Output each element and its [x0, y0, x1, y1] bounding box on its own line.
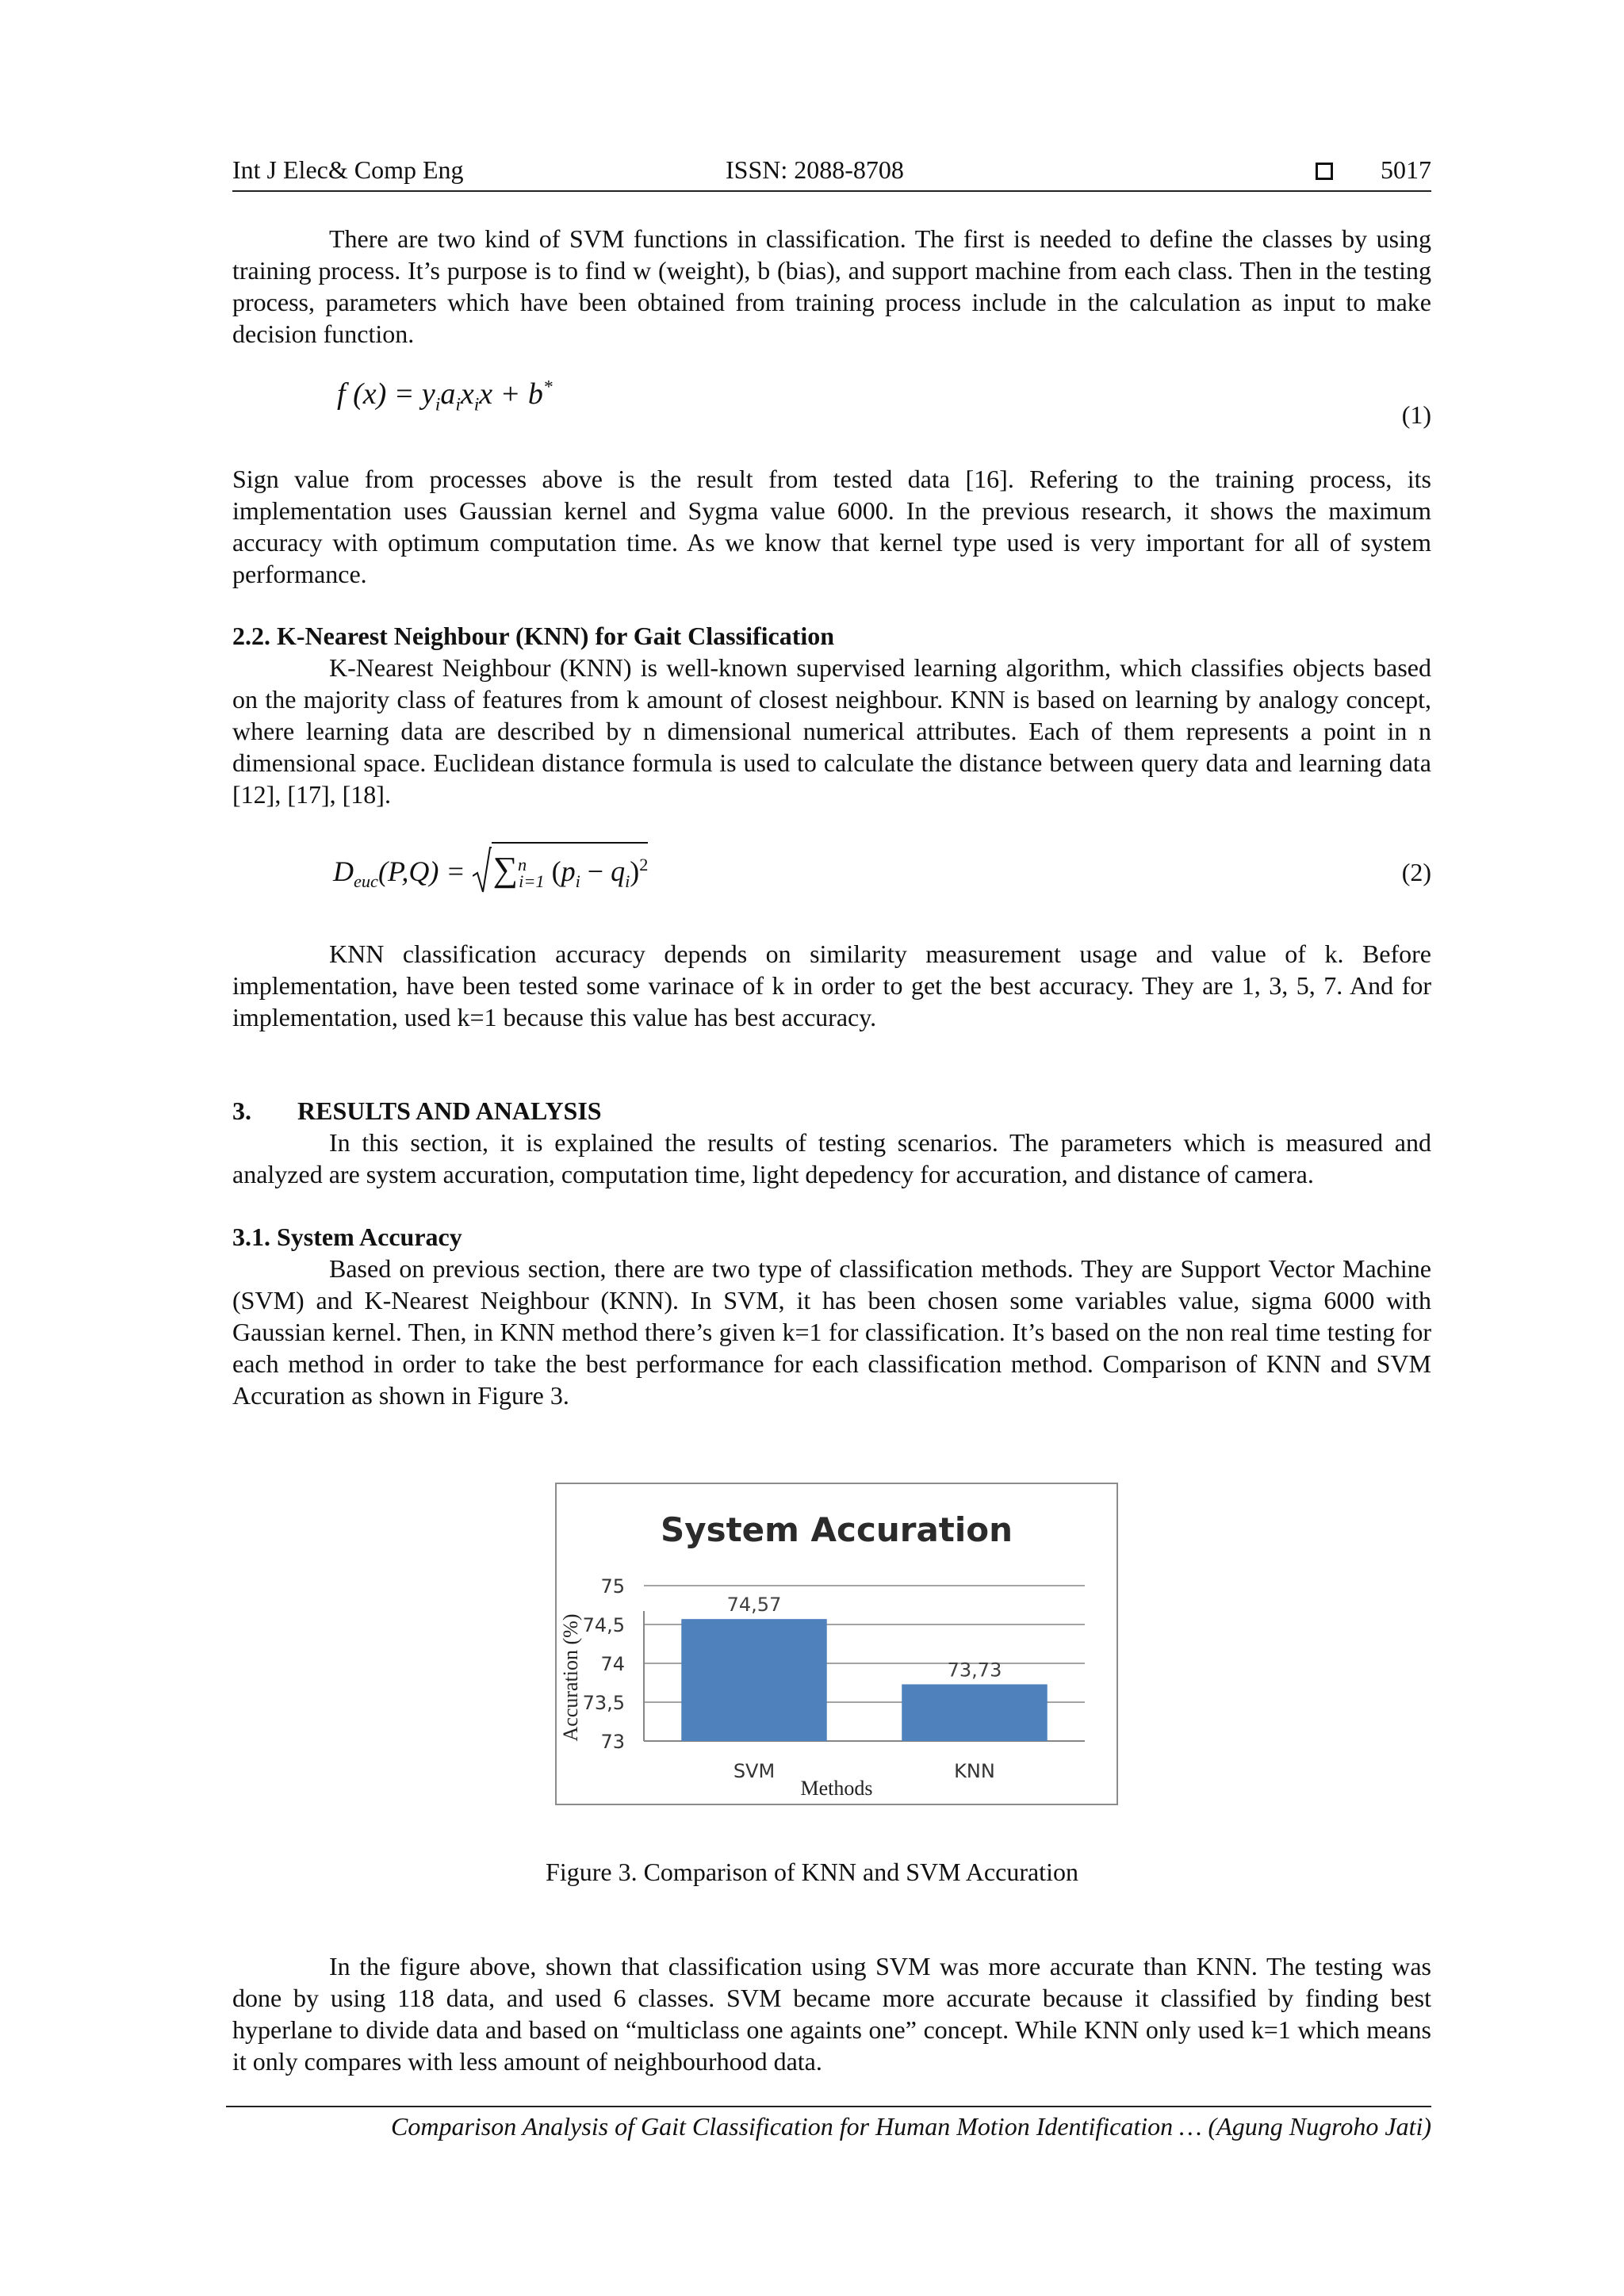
bar-svm: [681, 1619, 826, 1741]
x-axis-label: Methods: [800, 1777, 873, 1800]
chart-title: System Accuration: [660, 1510, 1013, 1549]
y-tick-label: 75: [600, 1575, 625, 1598]
section-title: RESULTS AND ANALYSIS: [297, 1096, 602, 1125]
section-heading-knn: 2.2. K-Nearest Neighbour (KNN) for Gait Classification: [232, 622, 835, 650]
footer-rule: [226, 2106, 1431, 2107]
y-tick-label: 74,5: [582, 1614, 625, 1636]
section-heading-results: [232, 1095, 602, 1127]
paragraph-text: In the figure above, shown that classification using SVM was more accurate than KNN. The testing was done by using 118 data, and used 6 classes. SVM became more accurate because it classified by finding best hyperlane to divide data and based on “multiclass one againts one” concept. While KNN only used k=1 which means it only compares with less amount of neighbourhood data.: [232, 1952, 1431, 2076]
section-heading-accuracy: 3.1. System Accuracy: [232, 1223, 462, 1251]
figure-caption: Figure 3. Comparison of KNN and SVM Accuration: [546, 1858, 1078, 1886]
sign-value-paragraph: [232, 463, 1431, 590]
paragraph-text: There are two kind of SVM functions in classification. The first is needed to define the classes by using training process. It’s purpose is to find w (weight), b (bias), and support machine from each class. Then in the testing process, parameters which have been obtained from training process include in the calculation as input to make decision function.: [232, 224, 1431, 348]
paragraph-text: Sign value from processes above is the result from tested data [16]. Refering to the training process, its implementation uses Gaussian kernel and Sygma value 6000. In the previous research, it shows the maximum accuracy with optimum computation time. As we know that kernel type used is very important for all of system performance.: [232, 465, 1431, 588]
results-intro-paragraph: [232, 1127, 1431, 1190]
page-number: 5017: [1381, 155, 1431, 184]
paragraph-text: KNN classification accuracy depends on similarity measurement usage and value of k. Before implementation, have been tested some varinace of k in order to get the best accuracy. They are 1, 3, 5, 7. And for implementation, used k=1 because this value has best accuracy.: [232, 939, 1431, 1031]
footer-text: Comparison Analysis of Gait Classification for Human Motion Identification … (Agung Nugroho Jati): [391, 2112, 1431, 2141]
data-label-knn: 73,73: [947, 1659, 1002, 1682]
system-accuracy-paragraph: [232, 1253, 1431, 1411]
x-tick-label-knn: KNN: [954, 1760, 995, 1782]
equation-1: f $(x) = y_ia_ix_ix + b^*$: [337, 377, 553, 415]
issn: ISSN: 2088-8708: [726, 155, 904, 184]
sqrt-sign-icon: [473, 846, 492, 895]
paragraph-text: In this section, it is explained the results of testing scenarios. The parameters which is measured and analyzed are system accuration, computation time, light depedency for accuration, and distance of camera.: [232, 1128, 1431, 1188]
equation-2: $D_{euc}(P,Q) = \sum^n_{i=1}$ $(p_i - q_i)^2$: [333, 842, 648, 903]
equation-1-number: (1): [1401, 400, 1431, 429]
journal-name: Int J Elec& Comp Eng: [232, 155, 464, 184]
y-axis-label: Accuration (%): [559, 1613, 582, 1742]
square-bullet-icon: [1316, 163, 1333, 180]
knn-intro-paragraph: [232, 652, 1431, 810]
paragraph-text: K-Nearest Neighbour (KNN) is well-known supervised learning algorithm, which classifies objects based on the majority class of features from k amount of closest neighbour. KNN is based on learning by analogy concept, where learning data are described by n dimensional numerical attributes. Each of them represents a point in n dimensional space. Euclidean distance formula is used to calculate the distance between query data and learning data [12], [17], [18].: [232, 653, 1431, 809]
paragraph-text: Based on previous section, there are two type of classification methods. They are Support Vector Machine (SVM) and K-Nearest Neighbour (KNN). In SVM, it has been chosen some variables value, sigma 6000 with Gaussian kernel. Then, in KNN method there’s given k=1 for classification. It’s based on the non real time testing for each method in order to take the best performance for each classification method. Comparison of KNN and SVM Accuration as shown in Figure 3.: [232, 1254, 1431, 1410]
knn-accuracy-paragraph: [232, 938, 1431, 1033]
x-tick-label-svm: SVM: [733, 1760, 776, 1782]
running-head: [232, 155, 1431, 192]
equation-2-number: (2): [1401, 858, 1431, 886]
y-tick-label: 74: [600, 1653, 625, 1675]
section-number: 3.: [232, 1096, 251, 1125]
bar-knn: [902, 1684, 1047, 1741]
figure-3-chart: [555, 1483, 1118, 1805]
figure-discussion-paragraph: [232, 1950, 1431, 2077]
page-number-group: [1316, 155, 1431, 185]
svm-intro-paragraph: [232, 223, 1431, 350]
y-tick-label: 73: [600, 1731, 625, 1753]
data-label-svm: 74,57: [726, 1594, 782, 1617]
y-tick-label: 73,5: [582, 1692, 625, 1714]
bar-chart: [557, 1484, 1116, 1804]
